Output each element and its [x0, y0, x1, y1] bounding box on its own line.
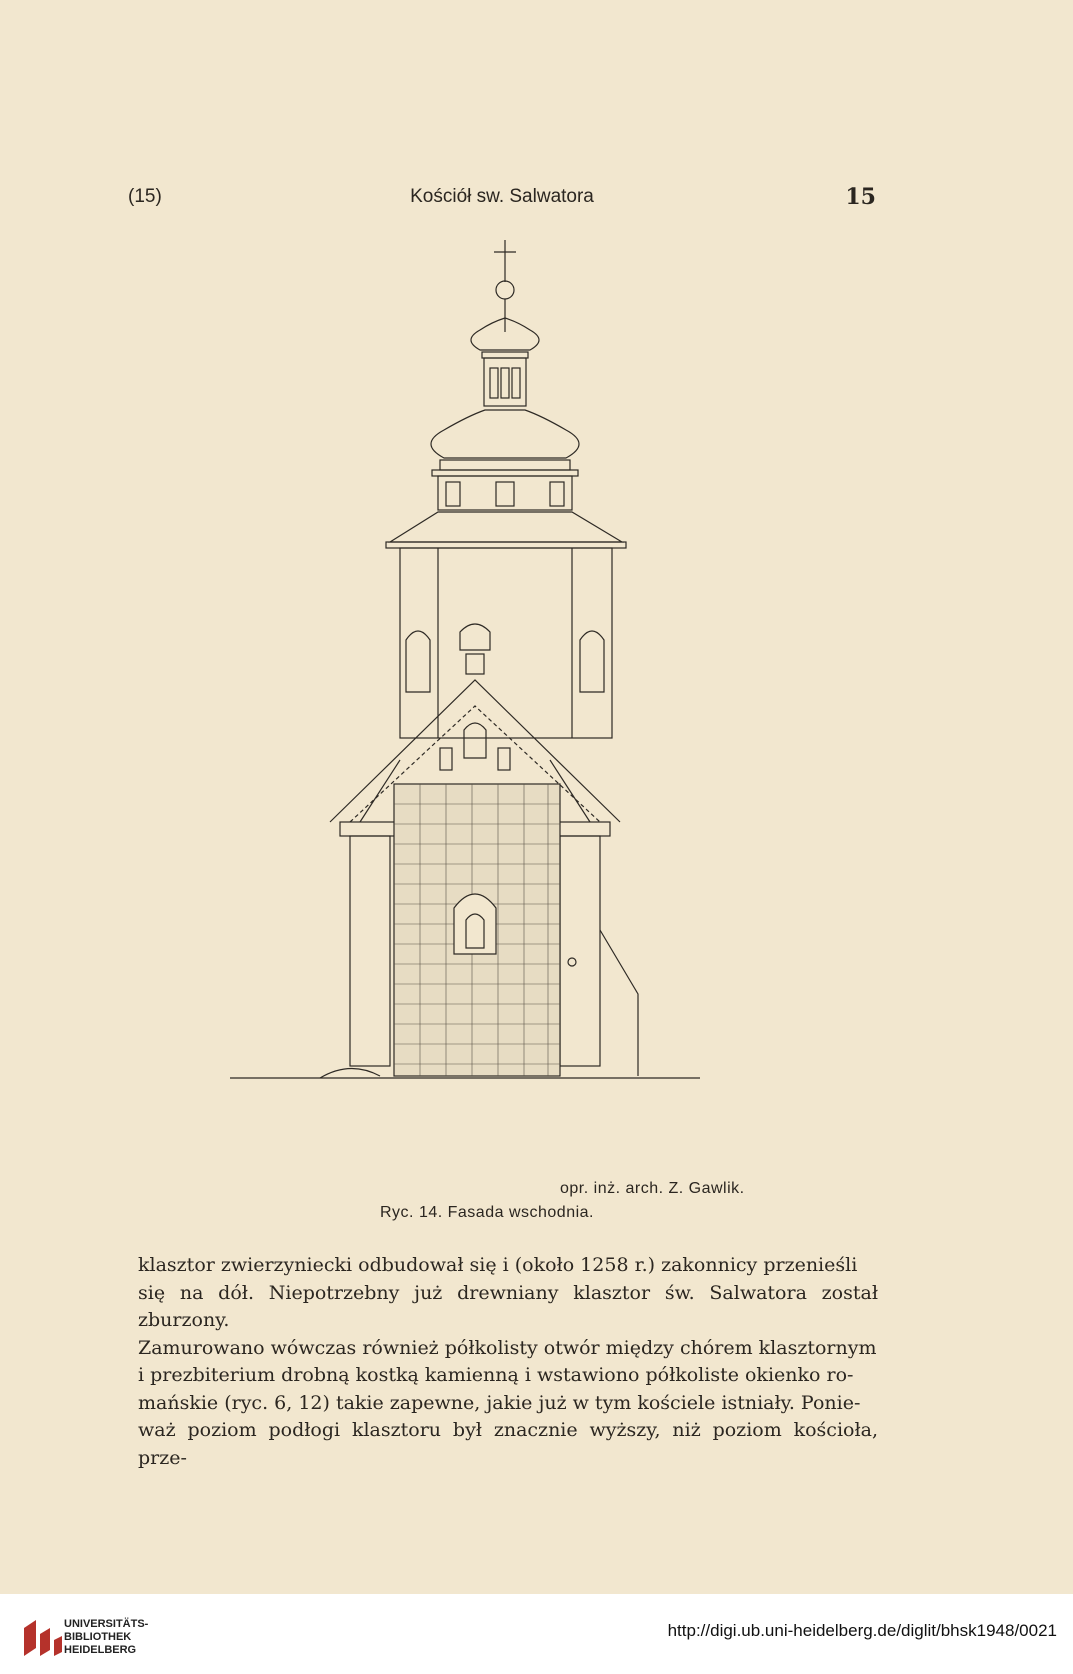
header-title: Kościół sw. Salwatora [410, 186, 594, 207]
page-number: 15 [845, 184, 876, 210]
running-header [128, 186, 876, 216]
church-facade-drawing [230, 240, 700, 1160]
library-name-line: HEIDELBERG [64, 1644, 137, 1656]
body-line: Zamurowano wówczas również półkolisty otwór między chórem klasztornym [138, 1336, 877, 1359]
body-line: się na dół. Niepotrzebny już drewniany klasztor św. Salwatora został zburzony. [138, 1281, 878, 1331]
body-line: mańskie (ryc. 6, 12) takie zapewne, jakie już w tym kościele istniały. Ponie- [138, 1391, 861, 1414]
figure-credit: opr. inż. arch. Z. Gawlik. [560, 1180, 745, 1197]
library-logo-icon [20, 1616, 64, 1660]
header-left-page-ref: (15) [128, 186, 162, 207]
body-line: klasztor zwierzyniecki odbudował się i (około 1258 r.) zakonnicy przenieśli [138, 1254, 858, 1276]
library-name [64, 1618, 148, 1657]
body-paragraph [138, 1252, 878, 1472]
library-name-line: UNIVERSITÄTS- [64, 1618, 149, 1630]
body-line: i prezbiterium drobną kostką kamienną i wstawiono półkoliste okienko ro- [138, 1364, 854, 1386]
library-name-line: BIBLIOTHEK [64, 1631, 132, 1643]
source-url-link[interactable]: http://digi.ub.uni-heidelberg.de/diglit/bhsk1948/0021 [667, 1621, 1057, 1640]
library-footer [0, 1594, 1073, 1674]
figure-caption: Ryc. 14. Fasada wschodnia. [380, 1204, 594, 1221]
body-line: waż poziom podłogi klasztoru był znacznie wyższy, niż poziom kościoła, prze- [138, 1419, 878, 1469]
